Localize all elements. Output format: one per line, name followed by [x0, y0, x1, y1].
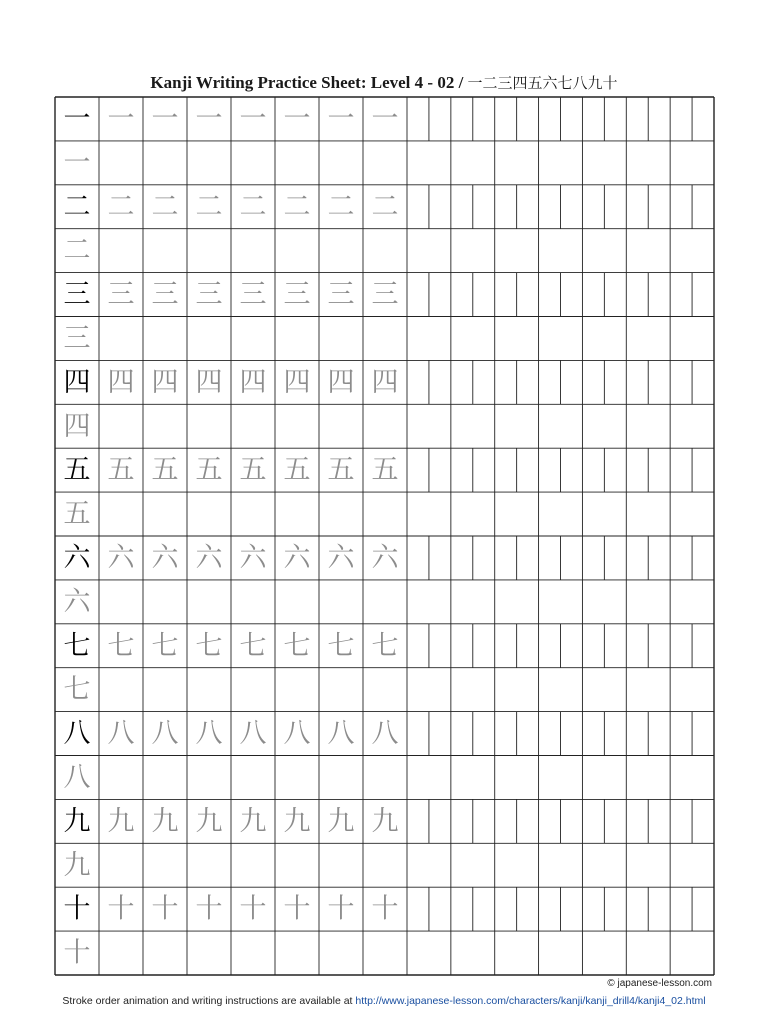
trace-kanji: 六 [371, 542, 399, 574]
trace-kanji: 二 [151, 191, 179, 223]
trace-kanji: 一 [239, 103, 267, 135]
trace-kanji: 一 [63, 147, 91, 179]
trace-kanji: 九 [195, 805, 223, 837]
model-kanji: 十 [63, 893, 91, 925]
trace-kanji: 六 [195, 542, 223, 574]
trace-kanji: 六 [63, 586, 91, 618]
trace-kanji: 四 [327, 366, 355, 398]
model-kanji: 四 [63, 366, 91, 398]
trace-kanji: 五 [283, 454, 311, 486]
trace-kanji: 八 [63, 761, 91, 793]
trace-kanji: 三 [327, 279, 355, 311]
footer-note [0, 995, 768, 1007]
trace-kanji: 四 [371, 366, 399, 398]
trace-kanji: 九 [327, 805, 355, 837]
trace-kanji: 四 [107, 366, 135, 398]
trace-kanji: 三 [283, 279, 311, 311]
trace-kanji: 三 [151, 279, 179, 311]
trace-kanji: 八 [239, 718, 267, 750]
model-kanji: 六 [63, 542, 91, 574]
trace-kanji: 三 [371, 279, 399, 311]
trace-kanji: 十 [195, 893, 223, 925]
trace-kanji: 三 [107, 279, 135, 311]
trace-kanji: 七 [107, 630, 135, 662]
trace-kanji: 一 [151, 103, 179, 135]
trace-kanji: 八 [283, 718, 311, 750]
trace-kanji: 七 [195, 630, 223, 662]
trace-kanji: 七 [151, 630, 179, 662]
trace-kanji: 七 [371, 630, 399, 662]
trace-kanji: 十 [107, 893, 135, 925]
trace-kanji: 一 [327, 103, 355, 135]
trace-kanji: 九 [371, 805, 399, 837]
trace-kanji: 六 [239, 542, 267, 574]
trace-kanji: 六 [151, 542, 179, 574]
trace-kanji: 八 [195, 718, 223, 750]
copyright-notice: © japanese-lesson.com [607, 978, 712, 989]
trace-kanji: 一 [107, 103, 135, 135]
trace-kanji: 九 [283, 805, 311, 837]
trace-kanji: 八 [107, 718, 135, 750]
trace-kanji: 五 [63, 498, 91, 530]
model-kanji: 七 [63, 630, 91, 662]
trace-kanji: 六 [327, 542, 355, 574]
trace-kanji: 二 [239, 191, 267, 223]
trace-kanji: 六 [107, 542, 135, 574]
trace-kanji: 八 [151, 718, 179, 750]
trace-kanji: 七 [283, 630, 311, 662]
model-kanji: 九 [63, 805, 91, 837]
trace-kanji: 五 [195, 454, 223, 486]
model-kanji: 五 [63, 454, 91, 486]
footer-link[interactable]: http://www.japanese-lesson.com/characters/kanji/kanji_drill4/kanji4_02.html [355, 995, 706, 1007]
trace-kanji: 九 [239, 805, 267, 837]
trace-kanji: 八 [371, 718, 399, 750]
trace-kanji: 四 [195, 366, 223, 398]
trace-kanji: 十 [239, 893, 267, 925]
trace-kanji: 三 [239, 279, 267, 311]
trace-kanji: 五 [107, 454, 135, 486]
trace-kanji: 九 [63, 849, 91, 881]
trace-kanji: 七 [327, 630, 355, 662]
model-kanji: 八 [63, 718, 91, 750]
trace-kanji: 七 [239, 630, 267, 662]
grid-lines [55, 97, 714, 975]
trace-kanji: 三 [63, 322, 91, 354]
trace-kanji: 七 [63, 674, 91, 706]
trace-kanji: 二 [195, 191, 223, 223]
title-text: Kanji Writing Practice Sheet: Level 4 - 02 / [150, 73, 468, 92]
trace-kanji: 四 [239, 366, 267, 398]
trace-kanji: 四 [63, 410, 91, 442]
title-kanji: 一二三四五六七八九十 [467, 74, 618, 92]
model-kanji: 三 [63, 279, 91, 311]
trace-kanji: 五 [239, 454, 267, 486]
trace-kanji: 二 [63, 235, 91, 267]
trace-kanji: 二 [283, 191, 311, 223]
trace-kanji: 四 [151, 366, 179, 398]
trace-kanji: 十 [327, 893, 355, 925]
trace-kanji: 十 [63, 937, 91, 969]
trace-kanji: 三 [195, 279, 223, 311]
model-kanji: 一 [63, 103, 91, 135]
trace-kanji: 九 [151, 805, 179, 837]
trace-kanji: 五 [151, 454, 179, 486]
footer-text: Stroke order animation and writing instructions are available at [62, 995, 356, 1007]
trace-kanji: 二 [107, 191, 135, 223]
trace-kanji: 五 [371, 454, 399, 486]
trace-kanji: 一 [371, 103, 399, 135]
trace-kanji: 十 [371, 893, 399, 925]
trace-kanji: 四 [283, 366, 311, 398]
trace-kanji: 九 [107, 805, 135, 837]
trace-kanji: 十 [283, 893, 311, 925]
trace-kanji: 六 [283, 542, 311, 574]
trace-kanji: 十 [151, 893, 179, 925]
trace-kanji: 二 [371, 191, 399, 223]
trace-kanji: 二 [327, 191, 355, 223]
trace-kanji: 一 [283, 103, 311, 135]
trace-kanji: 一 [195, 103, 223, 135]
model-kanji: 二 [63, 191, 91, 223]
trace-kanji: 五 [327, 454, 355, 486]
trace-kanji: 八 [327, 718, 355, 750]
